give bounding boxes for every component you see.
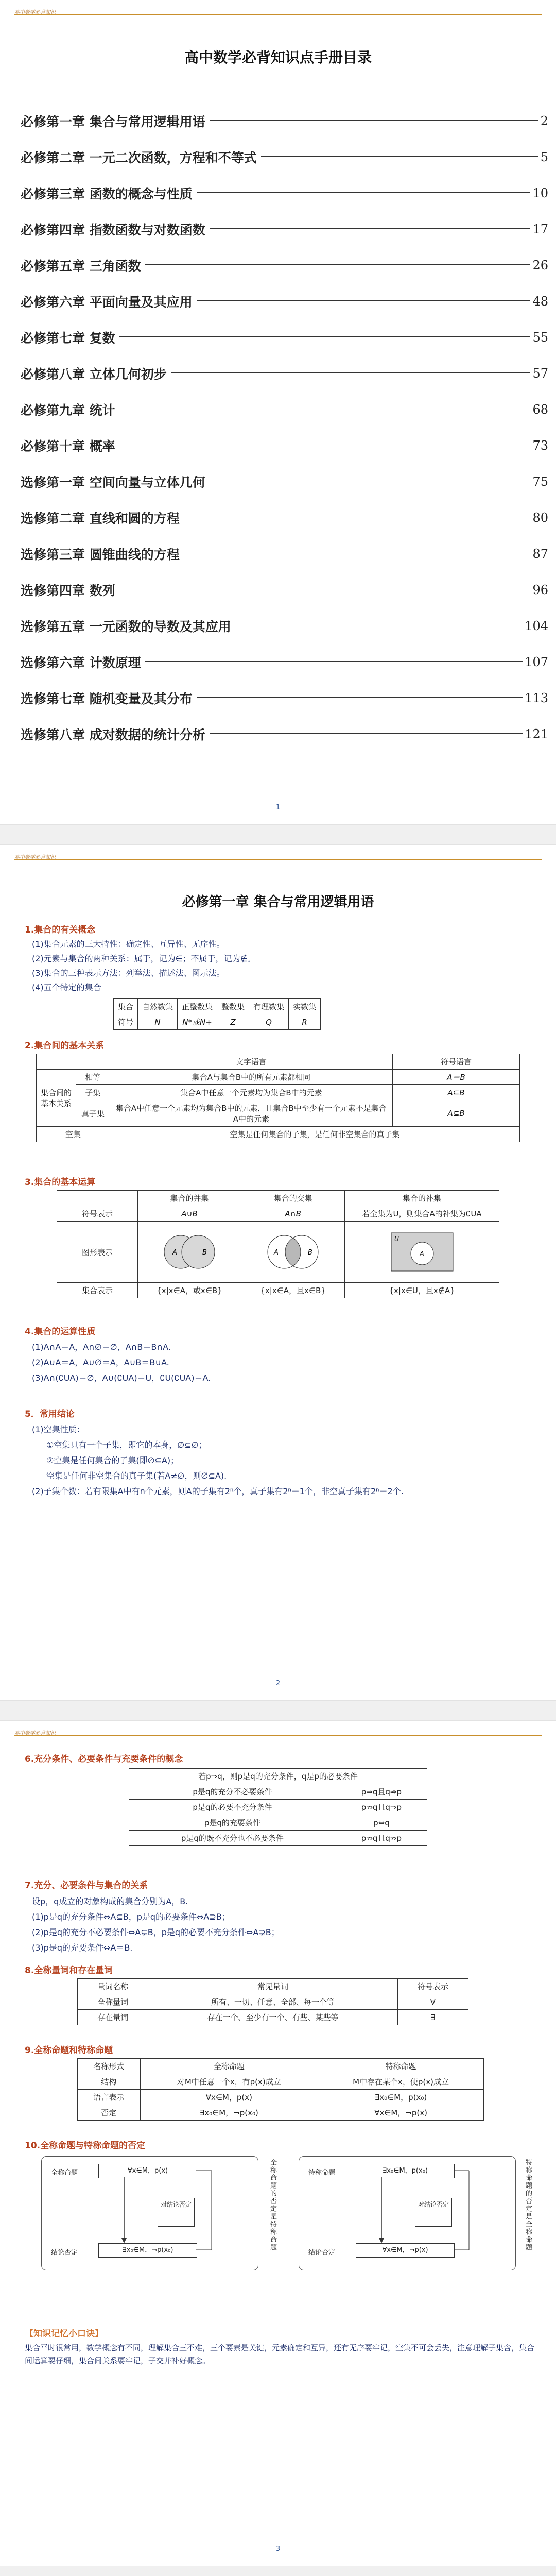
table-cell: 有理数集	[249, 999, 289, 1014]
diagram-label: 结论否定	[308, 2249, 336, 2257]
toc-entry-page: 96	[532, 583, 548, 597]
table-cell: ∃x₀∈M，¬p(x₀)	[140, 2105, 318, 2121]
table-cell: ∃	[397, 2010, 468, 2025]
table-cell: 存在量词	[78, 2010, 148, 2025]
toc-entry-label: 选修第五章 一元函数的导数及其应用	[21, 619, 231, 634]
toc-leader	[197, 300, 531, 301]
toc-entry[interactable]	[21, 247, 548, 283]
table-cell: {x|x∈A，或x∈B}	[138, 1283, 241, 1298]
toc-entry[interactable]	[21, 175, 548, 211]
toc-entry-label: 选修第二章 直线和圆的方程	[21, 511, 180, 526]
list-item: (2)p是q的充分不必要条件⇔A⊊B，p是q的必要不充分条件⇔A⊋B；	[32, 1927, 280, 1937]
toc-list	[21, 103, 548, 752]
toc-entry[interactable]	[21, 319, 548, 355]
table-cell: p是q的充分不必要条件	[129, 1784, 336, 1800]
table-cell: 所有、一切、任意、全部、每一个等	[148, 1994, 398, 2010]
chapter1-page-2	[0, 1721, 556, 2566]
table-cell: p⇒q且q⇏p	[336, 1784, 427, 1800]
toc-leader	[119, 444, 531, 445]
section-title: 1.集合的有关概念	[25, 925, 96, 935]
toc-entry[interactable]	[21, 355, 548, 392]
table-cell: R	[289, 1014, 321, 1030]
table-cell: 符号语言	[393, 1054, 520, 1070]
diagram-node: ∀x∈M，p(x)	[98, 2164, 197, 2178]
page-number: 1	[275, 804, 281, 811]
table-cell: Z	[217, 1014, 249, 1030]
section-title: 5．常用结论	[25, 1409, 75, 1419]
universal-negation-diagram	[41, 2156, 258, 2270]
table-cell: p是q的充要条件	[129, 1815, 336, 1831]
diagram-node: 对结论否定	[158, 2198, 195, 2227]
table-cell: A＝B	[393, 1070, 520, 1085]
table-cell: 集合A与集合B中的所有元素都相同	[110, 1070, 392, 1085]
toc-entry-label: 必修第二章 一元二次函数，方程和不等式	[21, 150, 257, 165]
toc-entry-page: 2	[540, 114, 548, 128]
toc-entry-label: 选修第三章 圆锥曲线的方程	[21, 547, 180, 562]
table-cell: {x|x∈A，且x∈B}	[241, 1283, 345, 1298]
table-cell: 符号表示	[397, 1979, 468, 1994]
toc-entry[interactable]	[21, 464, 548, 500]
section-title: 7.充分、必要条件与集合的关系	[25, 1880, 148, 1891]
toc-page	[0, 0, 556, 824]
list-item: 空集是任何非空集合的真子集(若A≠∅，则∅⊊A).	[46, 1471, 227, 1481]
table-cell: 若全集为U，则集合A的补集为∁UA	[345, 1206, 499, 1222]
table-cell: p⇏q且q⇏p	[336, 1831, 427, 1846]
table-cell	[37, 1054, 110, 1070]
list-item: (1)集合元素的三大特性：确定性、互异性、无序性。	[32, 939, 225, 949]
table-cell: 存在一个、至少有一个、有些、某些等	[148, 2010, 398, 2025]
toc-entry-page: 73	[532, 438, 548, 453]
table-cell: p是q的既不充分也不必要条件	[129, 1831, 336, 1846]
table-cell: ∀x∈M，p(x)	[140, 2090, 318, 2105]
header-text: 高中数学必背知识	[14, 855, 56, 860]
toc-leader	[119, 336, 531, 337]
set-operations-table	[57, 1190, 499, 1298]
toc-entry[interactable]	[21, 536, 548, 572]
toc-entry-label: 必修第七章 复数	[21, 331, 115, 346]
toc-entry-page: 121	[525, 727, 548, 741]
intersection-venn	[241, 1222, 345, 1283]
toc-leader	[119, 588, 531, 589]
toc-entry-label: 必修第三章 函数的概念与性质	[21, 187, 193, 201]
toc-entry[interactable]	[21, 283, 548, 319]
toc-entry-page: 68	[532, 402, 548, 417]
toc-entry-label: 选修第一章 空间向量与立体几何	[21, 475, 205, 490]
toc-entry-page: 75	[532, 474, 548, 489]
page-number: 2	[275, 1680, 281, 1687]
venn-label-u: U	[394, 1235, 399, 1243]
toc-entry[interactable]	[21, 716, 548, 752]
table-cell: 若p⇒q，则p是q的充分条件，q是p的必要条件	[129, 1769, 427, 1784]
diagram-node: 对结论否定	[415, 2198, 452, 2227]
complement-venn-diagram	[381, 1229, 463, 1275]
toc-entry[interactable]	[21, 572, 548, 608]
toc-entry-label: 必修第六章 平面向量及其应用	[21, 295, 193, 310]
table-cell: ∀	[397, 1994, 468, 2010]
table-cell: p是q的必要不充分条件	[129, 1800, 336, 1815]
diagram-label: 全称命题	[51, 2169, 78, 2177]
table-cell: 结构	[78, 2074, 141, 2090]
list-item: (3)集合的三种表示方法：列举法、描述法、图示法。	[32, 968, 225, 978]
toc-leader	[145, 264, 531, 265]
section-title: 8.全称量词和存在量词	[25, 1965, 113, 1976]
table-cell: 符号	[114, 1014, 138, 1030]
table-cell: 集合的并集	[138, 1191, 241, 1206]
table-cell: 相等	[76, 1070, 110, 1085]
toc-leader	[119, 408, 531, 409]
table-cell: A⊆B	[393, 1085, 520, 1100]
table-cell: 全称命题	[140, 2059, 318, 2074]
table-cell: 集合间的基本关系	[37, 1070, 76, 1127]
section-title: 4.集合的运算性质	[25, 1327, 96, 1337]
table-cell: 集合的补集	[345, 1191, 499, 1206]
toc-entry-label: 选修第八章 成对数据的统计分析	[21, 727, 205, 742]
complement-venn	[345, 1222, 499, 1283]
existential-negation-diagram	[299, 2156, 516, 2270]
table-cell: p⇔q	[336, 1815, 427, 1831]
toc-entry-label: 选修第六章 计数原理	[21, 655, 141, 670]
table-cell: 文字语言	[110, 1054, 392, 1070]
section-title: 3.集合的基本运算	[25, 1177, 96, 1188]
toc-entry[interactable]	[21, 139, 548, 175]
table-cell: N*或N+	[178, 1014, 217, 1030]
venn-label-b: B	[308, 1249, 313, 1257]
diagram-node: ∃x₀∈M，p(x₀)	[356, 2164, 455, 2178]
table-cell: 图形表示	[57, 1222, 138, 1283]
toc-leader	[145, 660, 523, 662]
quantifier-table	[77, 1978, 468, 2025]
memo-title: 【知识记忆小口诀】	[25, 2329, 103, 2339]
table-cell: A∩B	[241, 1206, 345, 1222]
toc-leader	[184, 516, 531, 517]
table-cell: 实数集	[289, 999, 321, 1014]
section-title: 10.全称命题与特称命题的否定	[25, 2141, 146, 2151]
table-cell: p⇏q且q⇒p	[336, 1800, 427, 1815]
toc-entry-page: 80	[532, 511, 548, 525]
toc-leader	[210, 120, 538, 121]
table-cell: 整数集	[217, 999, 249, 1014]
table-cell: 名称形式	[78, 2059, 141, 2074]
venn-label-a: A	[274, 1249, 279, 1257]
table-cell: 对M中任意一个x，有p(x)成立	[140, 2074, 318, 2090]
propositions-table	[77, 2058, 484, 2121]
toc-entry-label: 必修第一章 集合与常用逻辑用语	[21, 114, 205, 129]
list-item: ①空集只有一个子集，即它的本身，∅⊆∅；	[46, 1440, 207, 1450]
diagram-vertical-label: 特称命题的否定是全称命题	[524, 2159, 532, 2251]
table-cell: 真子集	[76, 1100, 110, 1127]
toc-entry-page: 87	[532, 547, 548, 561]
list-item: (1)p是q的充分条件⇔A⊆B，p是q的必要条件⇔A⊇B；	[32, 1912, 230, 1922]
toc-leader	[261, 156, 538, 157]
page-header	[14, 6, 542, 15]
list-item: (2)元素与集合的两种关系：属于，记为∈；不属于，记为∉。	[32, 954, 256, 963]
table-cell: N	[138, 1014, 178, 1030]
list-item: (1)空集性质：	[32, 1425, 85, 1434]
toc-title: 高中数学必背知识点手册目录	[184, 49, 372, 66]
table-cell: 正整数集	[178, 999, 217, 1014]
toc-leader	[210, 228, 531, 229]
toc-entry-page: 5	[540, 150, 548, 164]
list-item: (2)A∪A＝A，A∪∅＝A，A∪B＝B∪A.	[32, 1358, 169, 1367]
toc-entry-page: 17	[532, 222, 548, 236]
toc-entry-label: 必修第八章 立体几何初步	[21, 367, 167, 382]
header-text: 高中数学必背知识	[14, 1731, 56, 1736]
toc-entry-label: 必修第十章 概率	[21, 439, 115, 454]
section-title: 6.充分条件、必要条件与充要条件的概念	[25, 1754, 183, 1765]
toc-leader	[171, 372, 531, 373]
table-cell: 自然数集	[138, 999, 178, 1014]
diagram-vertical-label: 全称命题的否定是特称命题	[269, 2159, 276, 2251]
page-number: 3	[275, 2545, 281, 2553]
diagram-label: 特称命题	[308, 2169, 336, 2177]
toc-entry-page: 104	[525, 619, 548, 633]
table-cell: M中存在某个x，使p(x)成立	[318, 2074, 484, 2090]
table-cell: 集合的交集	[241, 1191, 345, 1206]
venn-label-b: B	[202, 1249, 207, 1257]
toc-leader	[210, 480, 531, 481]
table-cell: 集合	[114, 999, 138, 1014]
toc-entry-page: 107	[525, 655, 548, 669]
table-cell: ∃x₀∈M，p(x₀)	[318, 2090, 484, 2105]
intersection-venn-diagram	[254, 1229, 332, 1275]
toc-entry[interactable]	[21, 680, 548, 716]
toc-entry-page: 55	[532, 330, 548, 345]
list-item: (1)A∩A＝A，A∩∅＝∅，A∩B＝B∩A.	[32, 1342, 171, 1352]
toc-entry-page: 113	[525, 691, 548, 705]
table-cell: 空集是任何集合的子集，是任何非空集合的真子集	[110, 1127, 519, 1142]
toc-entry-page: 57	[532, 366, 548, 381]
section-title: 2.集合间的基本关系	[25, 1041, 105, 1051]
special-sets-table	[113, 998, 321, 1030]
table-cell: 集合A中任意一个元素均为集合B中的元素	[110, 1085, 392, 1100]
table-cell: 全称量词	[78, 1994, 148, 2010]
table-cell: 符号表示	[57, 1206, 138, 1222]
table-cell: 空集	[37, 1127, 110, 1142]
table-cell: Q	[249, 1014, 289, 1030]
list-item: (3)A∩(∁UA)＝∅，A∪(∁UA)＝U，∁U(∁UA)＝A.	[32, 1373, 211, 1383]
chapter-title: 必修第一章 集合与常用逻辑用语	[182, 894, 374, 910]
toc-leader	[210, 733, 523, 734]
chapter1-page-1	[0, 845, 556, 1700]
table-cell: 否定	[78, 2105, 141, 2121]
table-cell: A∪B	[138, 1206, 241, 1222]
diagram-label: 结论否定	[51, 2249, 78, 2257]
toc-entry-label: 选修第四章 数列	[21, 583, 115, 598]
table-cell: {x|x∈U，且x∉A}	[345, 1283, 499, 1298]
list-item: ②空集是任何集合的子集(即∅⊆A)；	[46, 1455, 179, 1465]
toc-entry-page: 26	[532, 258, 548, 273]
table-cell: A⊊B	[393, 1100, 520, 1127]
list-item: 设p，q成立的对象构成的集合分别为A，B.	[32, 1896, 188, 1906]
list-item: (3)p是q的充要条件⇔A＝B.	[32, 1943, 133, 1953]
conditions-table	[129, 1768, 427, 1846]
venn-label-a: A	[419, 1250, 424, 1258]
toc-leader	[184, 552, 531, 553]
toc-entry-label: 选修第七章 随机变量及其分布	[21, 691, 193, 706]
toc-entry-page: 10	[532, 186, 548, 200]
toc-entry[interactable]	[21, 103, 548, 139]
toc-entry[interactable]	[21, 608, 548, 644]
memo-text: 集合平时很常用，数学概念有不同，理解集合三不难，三个要素是关键，元素确定和互异，还有无序要牢记，空集不可会丢失，注意理解子集含，集合间运算要仔细，集合间关系要牢记，子交并补好概念。	[25, 2343, 535, 2365]
toc-leader	[197, 697, 523, 698]
list-item: (2)子集个数：若有限集A中有n个元素，则A的子集有2ⁿ个，真子集有2ⁿ－1个，非空真子集有2ⁿ－2个.	[32, 1486, 404, 1496]
page-header	[14, 1727, 542, 1736]
table-cell: 常见量词	[148, 1979, 398, 1994]
union-venn-diagram	[151, 1229, 228, 1275]
venn-label-a: A	[172, 1249, 177, 1257]
table-cell: 子集	[76, 1085, 110, 1100]
table-cell: ∀x∈M，¬p(x)	[318, 2105, 484, 2121]
table-cell	[57, 1191, 138, 1206]
toc-entry[interactable]	[21, 428, 548, 464]
table-cell: 集合A中任意一个元素均为集合B中的元素，且集合B中至少有一个元素不是集合A中的元素	[110, 1100, 392, 1127]
table-cell: 集合表示	[57, 1283, 138, 1298]
union-venn	[138, 1222, 241, 1283]
page-header	[14, 851, 542, 860]
toc-entry[interactable]	[21, 500, 548, 536]
set-relations-table	[36, 1054, 520, 1142]
diagram-node: ∀x∈M，¬p(x)	[356, 2243, 455, 2258]
list-item: (4)五个特定的集合	[32, 982, 101, 992]
toc-leader	[235, 624, 523, 625]
toc-leader	[197, 192, 531, 193]
table-cell: 量词名称	[78, 1979, 148, 1994]
diagram-node: ∃x₀∈M，¬p(x₀)	[98, 2243, 197, 2258]
table-cell: 特称命题	[318, 2059, 484, 2074]
table-cell: 语言表示	[78, 2090, 141, 2105]
toc-entry[interactable]	[21, 211, 548, 247]
header-text: 高中数学必背知识	[14, 10, 56, 15]
toc-entry-label: 必修第九章 统计	[21, 403, 115, 418]
diagram-arrows	[42, 2157, 258, 2270]
toc-entry[interactable]	[21, 644, 548, 680]
section-title: 9.全称命题和特称命题	[25, 2045, 113, 2056]
toc-entry-label: 必修第五章 三角函数	[21, 259, 141, 274]
toc-entry-page: 48	[532, 294, 548, 309]
toc-entry-label: 必修第四章 指数函数与对数函数	[21, 223, 205, 238]
toc-entry[interactable]	[21, 392, 548, 428]
diagram-arrows	[299, 2157, 515, 2270]
